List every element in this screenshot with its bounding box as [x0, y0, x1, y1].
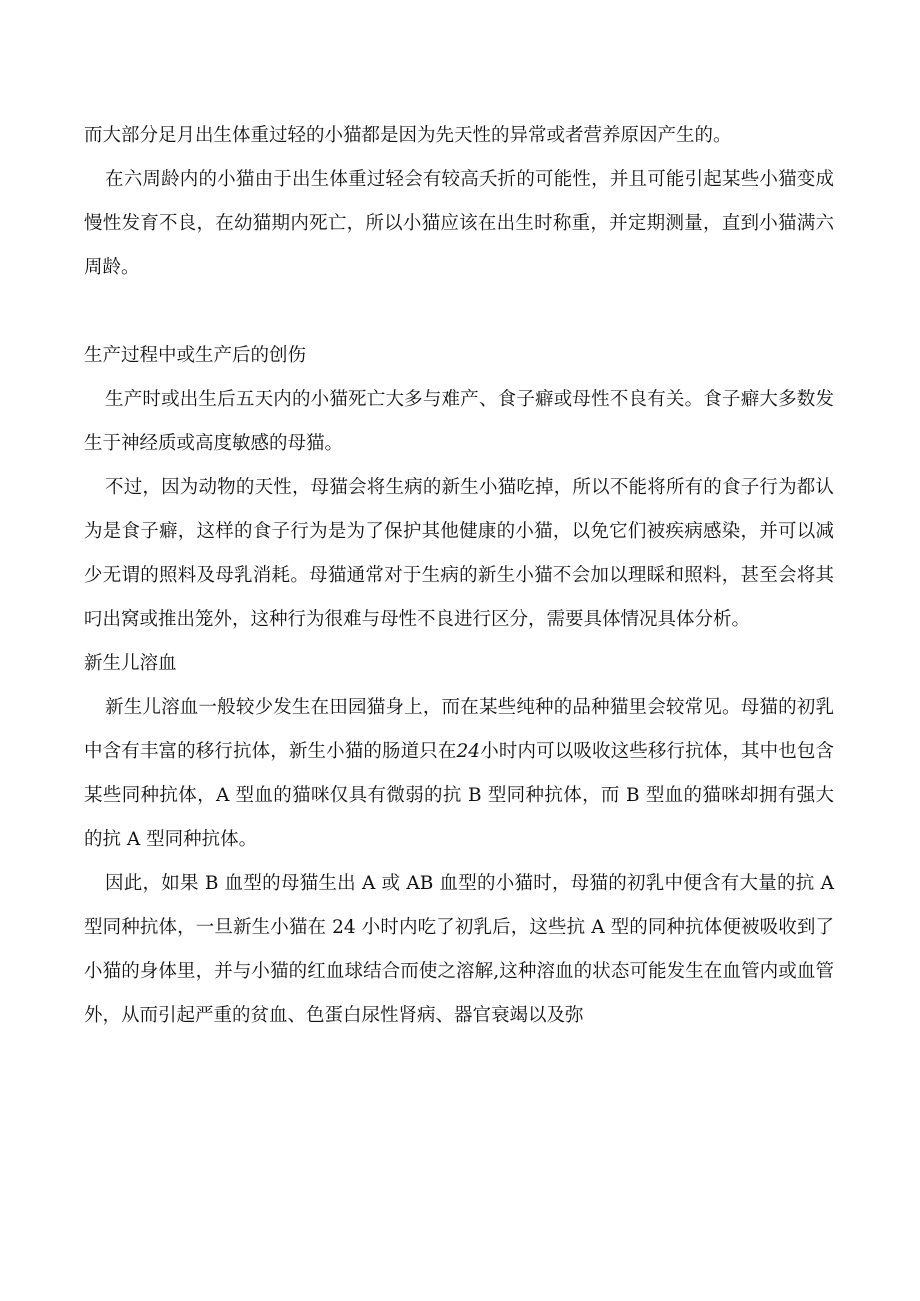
section-heading-birth-injury: 生产过程中或生产后的创伤 [84, 345, 307, 366]
paragraph-spacer [84, 290, 834, 334]
hemolysis-text-before: 新生儿溶血一般较少发生在田园猫身上，而在某些纯种的品种猫里会较常见。母猫的初乳中含有丰富的移行抗体，新生小猫的肠道只在 [84, 697, 834, 762]
paragraph-hemolysis-intro [84, 686, 834, 862]
paragraph-hemolysis-mechanism: 因此，如果 B 血型的母猫生出 A 或 AB 血型的小猫时，母猫的初乳中便含有大量的抗 A 型同种抗体，一旦新生小猫在 24 小时内吃了初乳后，这些抗 A 型的同种抗体便被吸收到了小猫的身体里，并与小猫的红血球结合而使之溶解,这种溶血的状态可能发生在血管内或血管外，从而引起严重的贫血、色蛋白尿性肾病、器官衰竭以及弥 [84, 873, 834, 1026]
document-body [84, 114, 834, 1038]
paragraph-cannibalism-nature: 不过，因为动物的天性，母猫会将生病的新生小猫吃掉，所以不能将所有的食子行为都认为是食子癖，这样的食子行为是为了保护其他健康的小猫，以免它们被疾病感染，并可以减少无谓的照料及母乳消耗。母猫通常对于生病的新生小猫不会加以理睬和照料，甚至会将其叼出窝或推出笼外，这种行为很难与母性不良进行区分，需要具体情况具体分析。 [84, 477, 834, 630]
paragraph-birth-death-causes: 生产时或出生后五天内的小猫死亡大多与难产、食子癖或母性不良有关。食子癖大多数发生于神经质或高度敏感的母猫。 [84, 389, 834, 454]
paragraph-low-birth-weight: 在六周龄内的小猫由于出生体重过轻会有较高夭折的可能性，并且可能引起某些小猫变成慢性发育不良，在幼猫期内死亡，所以小猫应该在出生时称重，并定期测量，直到小猫满六周龄。 [84, 169, 834, 278]
hours-number: 24 [456, 741, 481, 762]
section-heading-hemolysis: 新生儿溶血 [84, 653, 177, 674]
paragraph-intro: 而大部分足月出生体重过轻的小猫都是因为先天性的异常或者营养原因产生的。 [84, 125, 732, 146]
hemolysis-text-after: 小时内可以吸收这些移行抗体，其中也包含某些同种抗体，A 型血的猫咪仅具有微弱的抗 B 型同种抗体，而 B 型血的猫咪却拥有强大的抗 A 型同种抗体。 [84, 741, 834, 850]
